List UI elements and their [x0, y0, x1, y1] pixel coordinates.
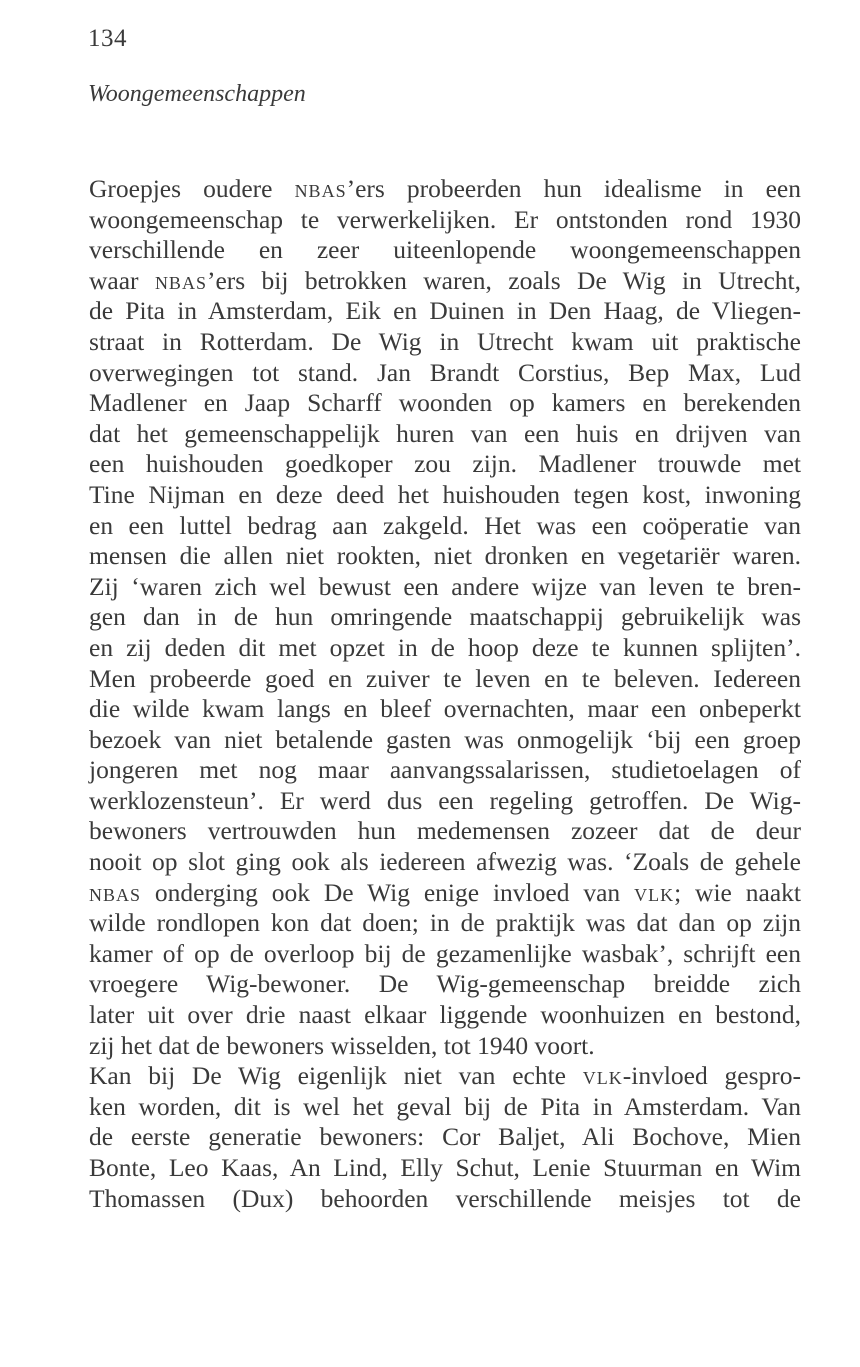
text-line: de eerste generatie bewoners: Cor Baljet, Ali Bochove, Mien: [89, 1122, 801, 1152]
acronym: nbas: [294, 174, 347, 203]
text-line: later uit over drie naast elkaar liggende woonhuizen en bestond,: [89, 1000, 801, 1030]
text-line: een huishouden goedkoper zou zijn. Madlener trouwde met: [89, 449, 801, 479]
text-line: Groepjes oudere nbas’ers probeerden hun idealisme in een: [89, 174, 801, 203]
text-line: woongemeenschap te verwerkelijken. Er ontstonden rond 1930: [89, 204, 801, 234]
text-line: die wilde kwam langs en bleef overnachten, maar een onbeperkt: [89, 694, 801, 724]
text-line: bezoek van niet betalende gasten was onmogelijk ‘bij een groep: [89, 724, 801, 754]
text-line: nooit op slot ging ook als iedereen afwezig was. ‘Zoals de gehele: [89, 847, 801, 877]
text-line: en een luttel bedrag aan zakgeld. Het was een coöperatie van: [89, 510, 801, 540]
text-line: ken worden, dit is wel het geval bij de Pita in Amsterdam. Van: [89, 1091, 801, 1121]
acronym: nbas: [89, 877, 142, 907]
acronym: vlk: [582, 1061, 623, 1091]
body-text: [89, 174, 801, 1214]
text-line: dat het gemeenschappelijk huren van een huis en drijven van: [89, 418, 801, 448]
text-line: straat in Rotterdam. De Wig in Utrecht kwam uit praktische: [89, 326, 801, 356]
page-number: 134: [88, 25, 127, 52]
text-line: overwegingen tot stand. Jan Brandt Corstius, Bep Max, Lud: [89, 357, 801, 387]
text-line: wilde rondlopen kon dat doen; in de praktijk was dat dan op zijn: [89, 908, 801, 938]
text-line: de Pita in Amsterdam, Eik en Duinen in Den Haag, de Vliegen-: [89, 296, 801, 326]
text-line: Tine Nijman en deze deed het huishouden tegen kost, inwoning: [89, 479, 801, 509]
text-line: verschillende en zeer uiteenlopende woongemeenschappen: [89, 235, 801, 265]
text-line: en zij deden dit met opzet in de hoop deze te kunnen splijten’.: [89, 632, 801, 662]
text-line: zij het dat de bewoners wisselden, tot 1940 voort.: [89, 1030, 595, 1060]
text-line: werklozensteun’. Er werd dus een regeling getroffen. De Wig-: [89, 785, 801, 815]
text-line: bewoners vertrouwden hun medemensen zozeer dat de deur: [89, 816, 801, 846]
text-line: mensen die allen niet rookten, niet dronken en vegetariër waren.: [89, 541, 801, 571]
acronym: vlk: [634, 877, 675, 907]
acronym: nbas: [154, 265, 207, 295]
running-head: Woongemeenschappen: [88, 81, 306, 107]
text-line: jongeren met nog maar aanvangssalarissen, studietoelagen of: [89, 755, 801, 785]
text-line: Zij ‘waren zich wel bewust een andere wijze van leven te bren-: [89, 571, 801, 601]
text-line: Thomassen (Dux) behoorden verschillende meisjes tot de: [89, 1183, 801, 1213]
text-line: nbas onderging ook De Wig enige invloed van vlk; wie naakt: [89, 877, 801, 907]
text-line: waar nbas’ers bij betrokken waren, zoals De Wig in Utrecht,: [89, 265, 802, 295]
text-line: Men probeerde goed en zuiver te leven en te beleven. Iedereen: [89, 663, 801, 693]
text-line: Bonte, Leo Kaas, An Lind, Elly Schut, Lenie Stuurman en Wim: [89, 1153, 801, 1182]
text-line: kamer of op de overloop bij de gezamenlijke wasbak’, schrijft een: [89, 938, 801, 968]
text-line: vroegere Wig-bewoner. De Wig-gemeenschap breidde zich: [89, 969, 801, 999]
text-line: Madlener en Jaap Scharff woonden op kamers en berekenden: [89, 388, 801, 418]
text-line: Kan bij De Wig eigenlijk niet van echte vlk-invloed gespro-: [89, 1061, 801, 1091]
text-line: gen dan in de hun omringende maatschappij gebruikelijk was: [89, 602, 801, 632]
